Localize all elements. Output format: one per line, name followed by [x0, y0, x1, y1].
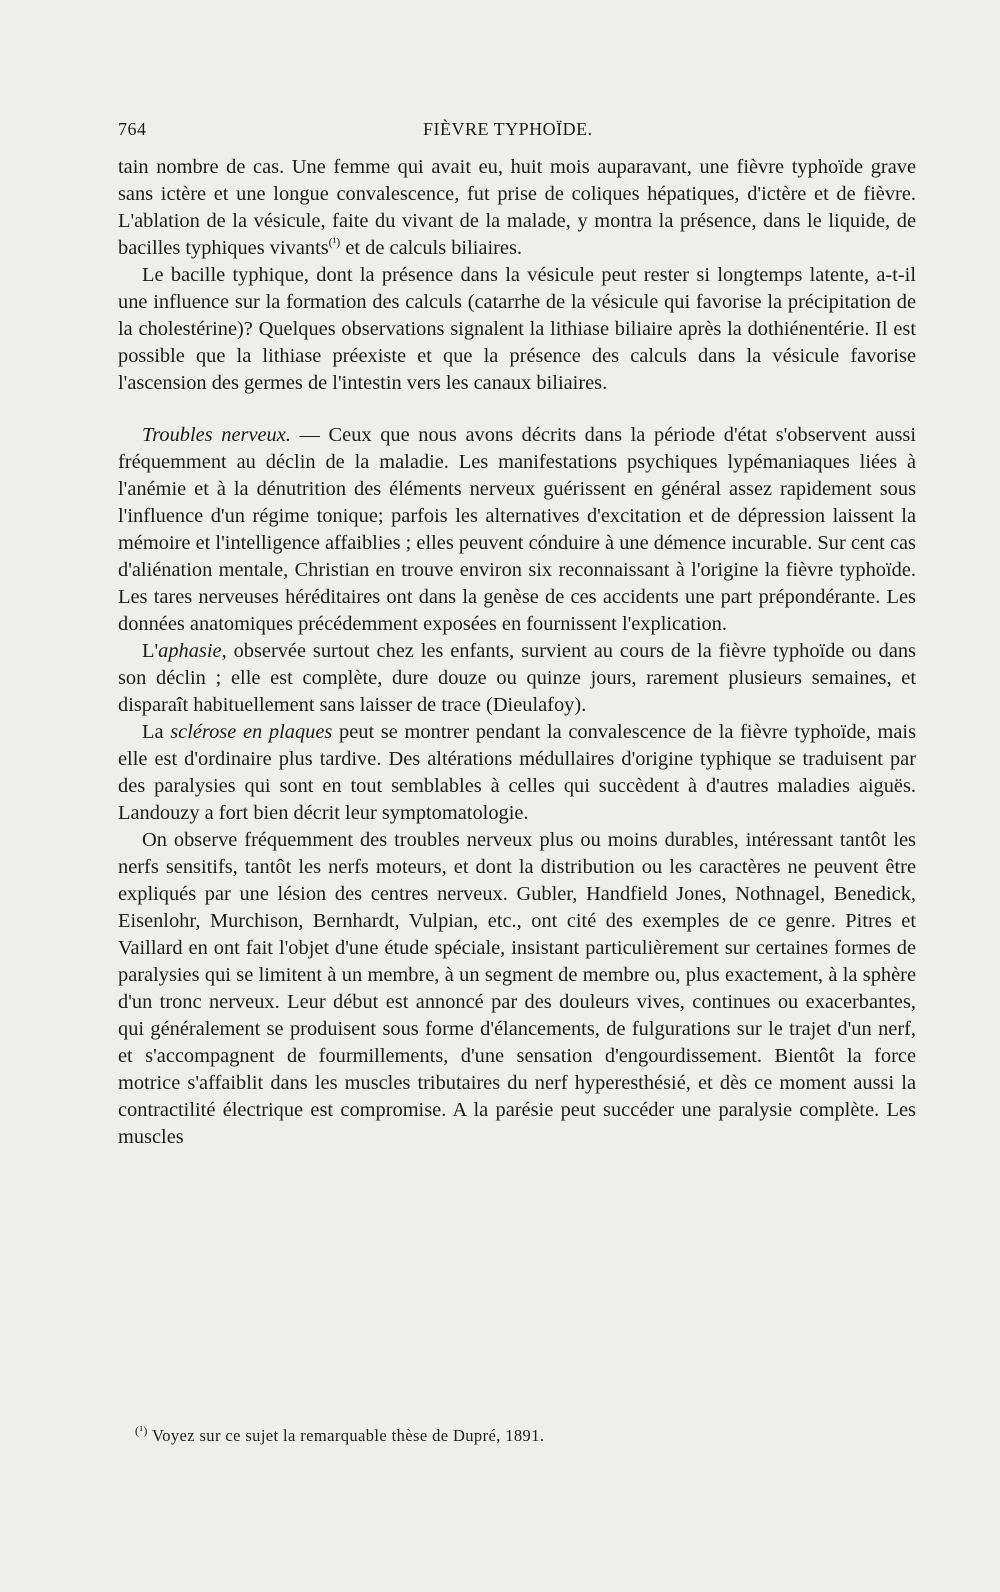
footnote-reference[interactable]: (¹) — [328, 235, 341, 250]
paragraph-text: La — [142, 721, 171, 743]
paragraph-peripheral-nerves: On observe fréquemment des troubles nerveux plus ou moins durables, intéressant tantôt les nerfs sensitifs, tantôt les nerfs moteurs, et dont la distribution ou les caractères ne peuvent être expliqués par une lésion des centres nerveux. Gubler, Handfield Jones, Nothnagel, Benedick, Eisenlohr, Murchison, Bernhardt, Vulpian, etc., ont cité des exemples de ce genre. Pitres et Vaillard en ont fait l'objet d'une étude spéciale, insistant particulièrement sur certaines formes de paralysies qui se limitent à un membre, à un segment de membre ou, plus exactement, à la sphère d'un tronc nerveux. Leur début est annoncé par des douleurs vives, continues ou exacerbantes, qui généralement se produisent sous forme d'élancements, de fulgurations sur le trajet d'un nerf, et s'accompagnent de fourmillements, d'une sensation d'engourdissement. Bientôt la force motrice s'affaiblit dans les muscles tributaires du nerf hyperesthésié, et dès ce moment aussi la contractilité électrique est compromise. A la parésie peut succéder une paralysie complète. Les muscles — [118, 829, 916, 1148]
body-text — [118, 154, 916, 1151]
paragraph-nervous-disorders — [118, 422, 916, 638]
paragraph-text: tain nombre de cas. Une femme qui avait eu, huit mois auparavant, une fièvre typhoïde grave sans ictère et une longue convalescence, fut prise de coliques hépatiques, d'ictère et de fièvre. L'ablation de la vésicule, faite du vivant de la malade, y montra la présence, dans le liquide, de bacilles typhiques vivants — [118, 156, 916, 259]
paragraph-text: — Ceux que nous avons décrits dans la période d'état s'observent aussi fréquemment au déclin de la maladie. Les manifestations psychiques lypémaniaques liées à l'anémie et à la dénutrition des éléments nerveux guérissent en général assez rapidement sous l'influence d'un régime tonique; parfois les alternatives d'excitation et de dépression laissent la mémoire et l'intelligence affaiblies ; elles peuvent cónduire à une démence incurable. Sur cent cas d'aliénation mentale, Christian en trouve environ six reconnaissant à l'origine la fièvre typhoïde. Les tares nerveuses héréditaires ont dans la genèse de ces accidents une part prépondérante. Les données anatomiques précédemment exposées en fournissent l'explication. — [118, 424, 916, 635]
paragraph-text: peut se montrer pendant la convalescence de la fièvre typhoïde, mais elle est d'ordinaire plus tardive. Des altérations médullaires d'origine typhique se traduisent par des paralysies qui sont en tout semblables à celles qui succèdent à d'autres maladies aiguës. Landouzy a fort bien décrit leur symptomatologie. — [118, 721, 917, 824]
footnote — [135, 1423, 545, 1446]
page-header — [118, 119, 918, 145]
paragraph-typhoid-bacillus: Le bacille typhique, dont la présence dans la vésicule peut rester si longtemps latente, a-t-il une influence sur la formation des calculs (catarrhe de la vésicule qui favorise la précipitation de la cholestérine)? Quelques observations signalent la lithiase biliaire après la dothiénentérie. Il est possible que la lithiase préexiste et que la présence des calculs dans la vésicule favorise l'ascension des germes de l'intestin vers les canaux biliaires. — [118, 264, 916, 394]
term-aphasia: aphasie — [158, 640, 222, 662]
page-number: 764 — [118, 119, 147, 139]
paragraph-text: L' — [142, 640, 159, 662]
footnote-text: Voyez sur ce sujet la remarquable thèse de Dupré, 1891. — [147, 1426, 545, 1445]
section-heading: Troubles nerveux. — [142, 424, 291, 446]
term-multiple-sclerosis: sclérose en plaques — [170, 721, 333, 743]
paragraph-text: et de calculs biliaires. — [340, 237, 523, 259]
paragraph-multiple-sclerosis — [118, 719, 916, 827]
running-title: FIÈVRE TYPHOÏDE. — [423, 119, 593, 139]
footnote-mark: (¹) — [135, 1423, 148, 1438]
paragraph-aphasia — [118, 638, 916, 719]
paragraph-text: , observée surtout chez les enfants, survient au cours de la fièvre typhoïde ou dans son déclin ; elle est complète, dure douze ou quinze jours, rarement plusieurs semaines, et disparaît habituellement sans laisser de trace (Dieulafoy). — [118, 640, 916, 716]
paragraph-gallbladder-case — [118, 154, 916, 262]
